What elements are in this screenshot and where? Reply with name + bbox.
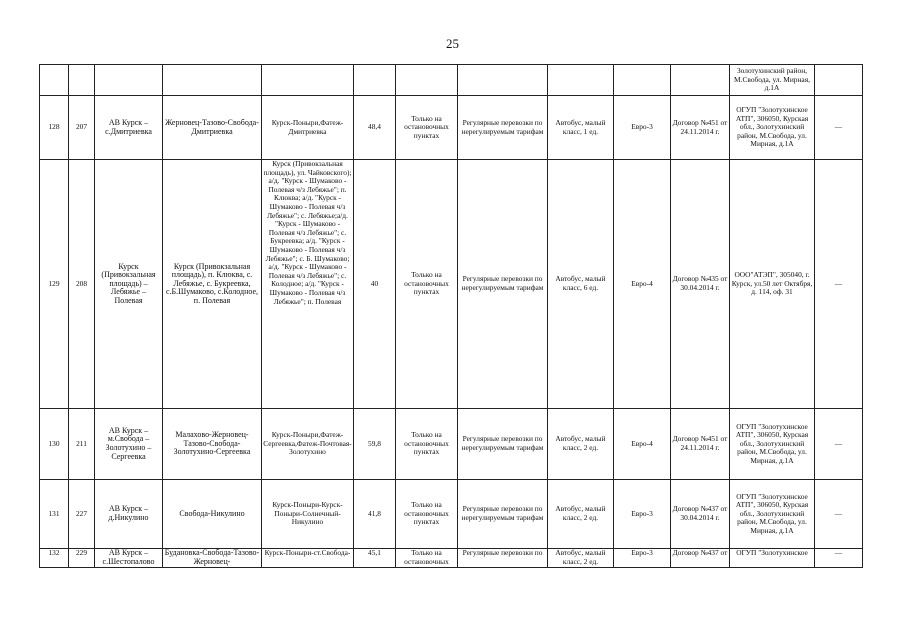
table-row [40,549,863,568]
cell-note: — [815,160,863,409]
cell-contract: Договор №451 от 24.11.2014 г. [671,96,730,160]
cell-vehicle: Автобус, малый класс, 1 ед. [548,96,614,160]
cell-streets: Курск (Привокзальная площадь), ул. Чайковского); а/д. "Курск - Шумаково - Полевая ч/з Лебяжье"; п. Клюква; а/д. "Курск - Шумаково - Полевая ч/з Лебяжье"; с. Лебяжье;а/д. "Курск - Шумаково - Полевая ч/з Лебяжье"; с. Букреевка; а/д. "Курск - Шумаково - Полевая ч/з Лебяжье"; с. Б. Шумаково; а/д. "Курск - Шумаково - Полевая ч/з Лебяжье"; с. Колодное; а/д. "Курск - Шумаково - Полевая ч/з Лебяжье"; п. Полевая [262,160,354,409]
cell-num: 130 [40,409,69,480]
cell-route [69,65,95,96]
cell-name [95,65,163,96]
cell-name: АВ Курск – д.Никулино [95,480,163,549]
cell-streets [262,65,354,96]
cell-tariff: Регулярные перевозки по [458,549,548,568]
cell-vehicle: Автобус, малый класс, 2 ед. [548,549,614,568]
cell-tariff: Регулярные перевозки по нерегулируемым тарифам [458,96,548,160]
cell-contract: Договор №437 от [671,549,730,568]
cell-streets: Курск-Поныри,Фатеж-Дмитриевка [262,96,354,160]
cell-streets: Курск-Поныри-ст.Свобода- [262,549,354,568]
cell-carrier: ООО"АТЭП", 305040, г. Курск, ул.50 лет Октября, д. 114, оф. 31 [730,160,815,409]
cell-name: АВ Курск – м.Свобода – Золотухино – Сергеевка [95,409,163,480]
table-row [40,96,863,160]
cell-carrier: ОГУП "Золотухинское АТП", 306050, Курская обл., Золотухинский район, М.Свобода, ул. Мирная, д.1А [730,409,815,480]
cell-stops [163,65,262,96]
cell-eco: Евро-3 [614,480,671,549]
page-number: 25 [446,36,459,51]
cell-stops: Малахово-Жерновец-Тазово-Свобода-Золотухино-Сергеевка [163,409,262,480]
cell-note [815,65,863,96]
cell-eco: Евро-4 [614,409,671,480]
cell-length: 48,4 [354,96,396,160]
cell-vehicle: Автобус, малый класс, 6 ед. [548,160,614,409]
cell-boarding: Только на остановочных пунктах [396,409,458,480]
cell-contract: Договор №437 от 30.04.2014 г. [671,480,730,549]
cell-contract [671,65,730,96]
cell-route: 211 [69,409,95,480]
cell-eco: Евро-3 [614,96,671,160]
cell-length: 45,1 [354,549,396,568]
cell-boarding: Только на остановочных пунктах [396,480,458,549]
cell-num: 128 [40,96,69,160]
routes-table [39,64,863,568]
cell-name: АВ Курск – с.Шестопалово [95,549,163,568]
table-row-continuation [40,65,863,96]
table-row [40,409,863,480]
cell-stops: Свобода-Никулино [163,480,262,549]
cell-contract: Договор №451 от 24.11.2014 г. [671,409,730,480]
cell-route: 229 [69,549,95,568]
cell-carrier: ОГУП "Золотухинское [730,549,815,568]
cell-name: АВ Курск – с.Дмитриевка [95,96,163,160]
cell-length: 59,8 [354,409,396,480]
cell-num: 129 [40,160,69,409]
cell-note: — [815,480,863,549]
cell-route: 207 [69,96,95,160]
table-row [40,160,863,409]
cell-vehicle: Автобус, малый класс, 2 ед. [548,480,614,549]
cell-streets: Курск-Поныри,Фатеж-Сергеевка,Фатеж-Почтовая-Золотухино [262,409,354,480]
cell-streets: Курск-Поныри-Курск-Поныри-Солнечный-Никулино [262,480,354,549]
cell-contract: Договор №435 от 30.04.2014 г. [671,160,730,409]
cell-boarding: Только на остановочных пунктах [396,96,458,160]
cell-length [354,65,396,96]
cell-note: — [815,96,863,160]
cell-length: 40 [354,160,396,409]
cell-tariff [458,65,548,96]
cell-note: — [815,409,863,480]
cell-boarding: Только на остановочных [396,549,458,568]
cell-carrier: Золотухинский район, М.Свобода, ул. Мирная, д.1А [730,65,815,96]
cell-length: 41,8 [354,480,396,549]
cell-boarding: Только на остановочных пунктах [396,160,458,409]
cell-name: Курск (Привокзальная площадь) – Лебяжье – Полевая [95,160,163,409]
cell-eco: Евро-4 [614,160,671,409]
cell-num [40,65,69,96]
cell-route: 208 [69,160,95,409]
cell-carrier: ОГУП "Золотухинское АТП", 306050, Курская обл., Золотухинский район, М.Свобода, ул. Мирная, д.1А [730,96,815,160]
cell-note: — [815,549,863,568]
cell-tariff: Регулярные перевозки по нерегулируемым тарифам [458,409,548,480]
cell-vehicle [548,65,614,96]
cell-eco: Евро-3 [614,549,671,568]
cell-tariff: Регулярные перевозки по нерегулируемым тарифам [458,160,548,409]
cell-num: 132 [40,549,69,568]
cell-eco [614,65,671,96]
cell-route: 227 [69,480,95,549]
cell-vehicle: Автобус, малый класс, 2 ед. [548,409,614,480]
cell-tariff: Регулярные перевозки по нерегулируемым тарифам [458,480,548,549]
cell-stops: Будановка-Свобода-Тазово-Жерновец- [163,549,262,568]
cell-carrier: ОГУП "Золотухинское АТП", 306050, Курская обл., Золотухинский район, М.Свобода, ул. Мирная, д.1А [730,480,815,549]
table-row [40,480,863,549]
cell-boarding [396,65,458,96]
cell-num: 131 [40,480,69,549]
cell-stops: Жерновец-Тазово-Свобода-Дмитриевка [163,96,262,160]
cell-stops: Курск (Привокзальная площадь), п. Клюква, с. Лебяжье, с. Букреевка, с.Б.Шумаково, с.Колодное, п. Полевая [163,160,262,409]
